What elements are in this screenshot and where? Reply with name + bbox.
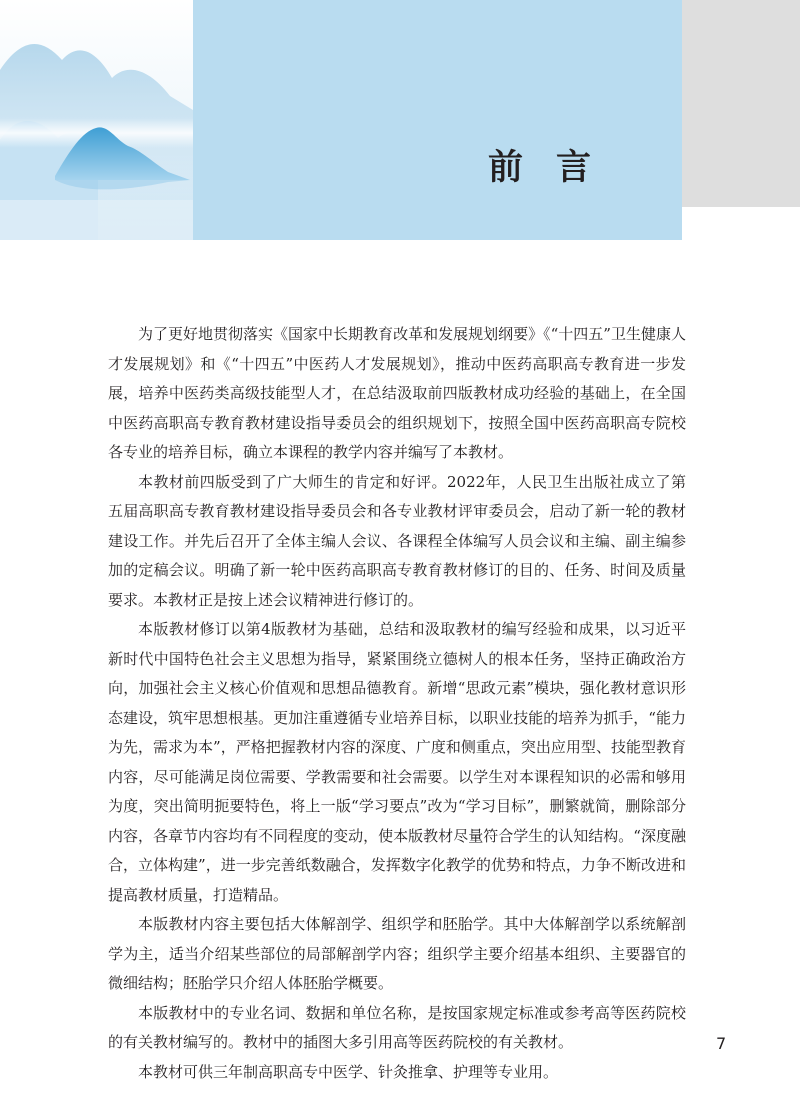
preface-body — [108, 320, 686, 1087]
paragraph: 本教材可供三年制高职高专中医学、针灸推拿、护理等专业用。 — [138, 1062, 559, 1081]
page-number: 7 — [716, 1034, 727, 1053]
paragraph: 本版教材修订以第4版教材为基础，总结和汲取教材的编写经验和成果，以习近平新时代中国特色社会主义思想为指导，紧紧围绕立德树人的根本任务，坚持正确政治方向，加强社会主义核心价值观和思想品德教育。新增“思政元素”模块，强化教材意识形态建设，筑牢思想根基。更加注重遵循专业培养目标，以职业技能的培养为抓手，“能力为先，需求为本”，严格把握教材内容的深度、广度和侧重点，突出应用型、技能型教育内容，尽可能满足岗位需要、学教需要和社会需要。以学生对本课程知识的必需和够用为度，突出简明扼要特色，将上一版“学习要点”改为“学习目标”，删繁就简，删除部分内容，各章节内容均有不同程度的变动，使本版教材尽量符合学生的认知结构。“深度融合，立体构建”，进一步完善纸数融合，发挥数字化教学的优势和特点，力争不断改进和提高教材质量，打造精品。 — [108, 620, 686, 904]
header-gray-block — [682, 0, 800, 207]
paragraph: 本教材前四版受到了广大师生的肯定和好评。2022年，人民卫生出版社成立了第五届高职高专教育教材建设指导委员会和各专业教材评审委员会，启动了新一轮的教材建设工作。并先后召开了全体主编人会议、各课程全体编写人员会议和主编、副主编参加的定稿会议。明确了新一轮中医药高职高专教育教材修订的目的、任务、时间及质量要求。本教材正是按上述会议精神进行修订的。 — [108, 472, 686, 609]
paragraph: 本版教材中的专业名词、数据和单位名称，是按国家规定标准或参考高等医药院校的有关教材编写的。教材中的插图大多引用高等医药院校的有关教材。 — [108, 1003, 686, 1051]
page-title: 前言 — [488, 147, 625, 188]
paragraph: 为了更好地贯彻落实《国家中长期教育改革和发展规划纲要》《“十四五”卫生健康人才发展规划》和《“十四五”中医药人才发展规划》，推动中医药高职高专教育进一步发展，培养中医药类高级技能型人才，在总结汲取前四版教材成功经验的基础上，在全国中医药高职高专教育教材建设指导委员会的组织规划下，按照全国中医药高职高专院校各专业的培养目标，确立本课程的教学内容并编写了本教材。 — [108, 325, 686, 461]
landscape-illustration — [0, 0, 193, 240]
paragraph: 本版教材内容主要包括大体解剖学、组织学和胚胎学。其中大体解剖学以系统解剖学为主，适当介绍某些部位的局部解剖学内容；组织学主要介绍基本组织、主要器官的微细结构；胚胎学只介绍人体胚胎学概要。 — [108, 915, 686, 992]
